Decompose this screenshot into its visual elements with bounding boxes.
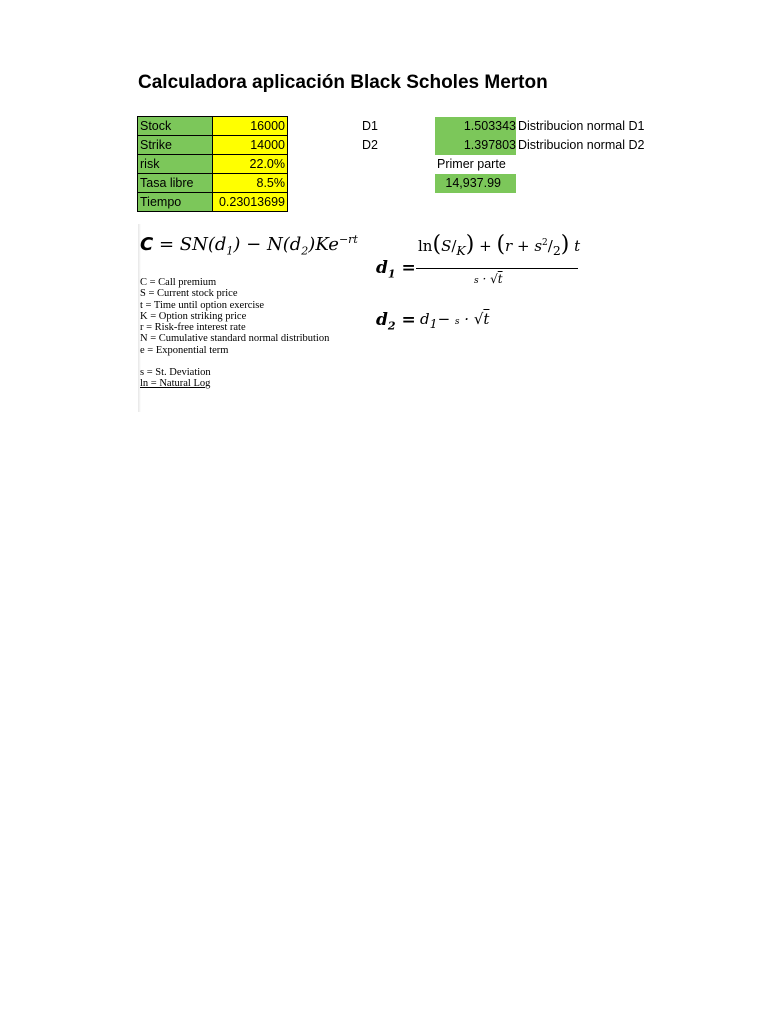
d1-description[interactable]: Distribucion normal D1 (518, 119, 645, 133)
d1-numerator: $\ln(S/_K) + (r + s^2/_2)$ t (418, 232, 581, 258)
input-value[interactable]: 8.5% (213, 174, 288, 193)
page-title: Calculadora aplicación Black Scholes Merton (138, 72, 548, 93)
input-label[interactable]: Stock (138, 117, 213, 136)
input-value[interactable]: 16000 (213, 117, 288, 136)
legend-item: t = Time until option exercise (140, 299, 265, 311)
legend-item: r = Risk-free interest rate (140, 322, 246, 334)
d1-formula-lhs: $d_1$ = (376, 258, 416, 281)
d2-formula-rhs: $d_1- s \cdot √t$ (420, 310, 490, 331)
d2-description[interactable]: Distribucion normal D2 (518, 138, 645, 152)
legend-item: K = Option striking price (140, 310, 247, 322)
legend-item: N = Cumulative standard normal distribution (140, 333, 330, 345)
input-label[interactable]: Tasa libre (138, 174, 213, 193)
d1-value[interactable]: 1.503343 (435, 117, 516, 136)
d1-denominator: s · √t (474, 272, 503, 286)
input-row-strike (138, 136, 288, 155)
d2-formula-lhs: $d_2$ = (376, 310, 416, 333)
input-label[interactable]: risk (138, 155, 213, 174)
input-value[interactable]: 22.0% (213, 155, 288, 174)
fraction-line (416, 268, 578, 269)
call-premium-formula: $C = SN(d_1) - N(d_2)Ke^{-rt}$ (140, 233, 358, 258)
primer-parte-value-text: 14,937.99 (445, 176, 501, 190)
d2-label[interactable]: D2 (362, 138, 378, 152)
legend-item: ln = Natural Log (140, 378, 211, 390)
input-value[interactable]: 14000 (213, 136, 288, 155)
input-label[interactable]: Strike (138, 136, 213, 155)
legend-item: S = Current stock price (140, 288, 238, 300)
input-row-tasa-libre (138, 174, 288, 193)
legend-item: C = Call premium (140, 277, 217, 288)
input-row-risk (138, 155, 288, 174)
input-label[interactable]: Tiempo (138, 193, 213, 212)
primer-parte-value[interactable] (435, 174, 516, 193)
input-row-tiempo (138, 193, 288, 212)
formula-legend (140, 277, 329, 390)
legend-item: e = Exponential term (140, 344, 229, 356)
inputs-table (137, 116, 288, 212)
input-row-stock (138, 117, 288, 136)
legend-item: s = St. Deviation (140, 367, 211, 379)
d1-label[interactable]: D1 (362, 119, 378, 133)
primer-parte-label[interactable]: Primer parte (437, 157, 506, 171)
input-value[interactable]: 0.23013699 (213, 193, 288, 212)
d2-value[interactable]: 1.397803 (435, 136, 516, 155)
